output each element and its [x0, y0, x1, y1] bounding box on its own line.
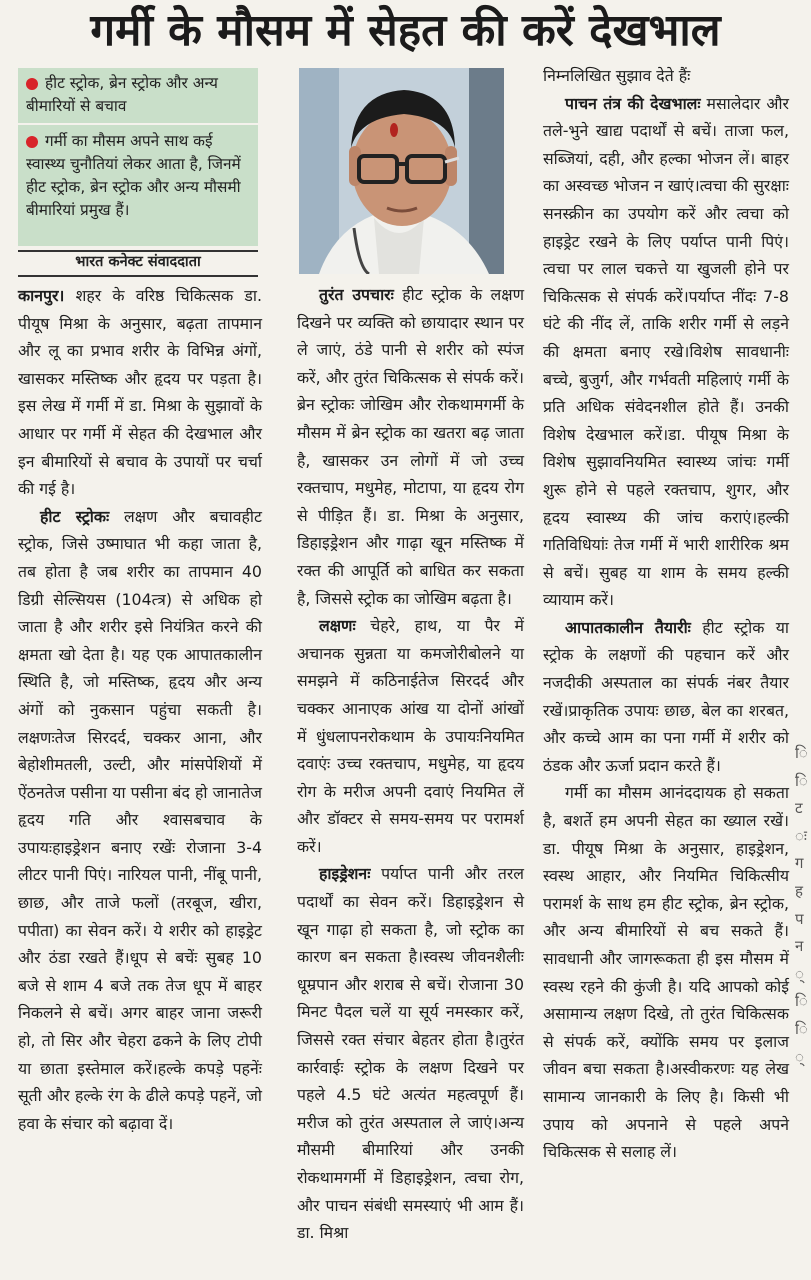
headline: गर्मी के मौसम में सेहत की करें देखभाल [90, 5, 721, 56]
paragraph: गर्मी का मौसम आनंददायक हो सकता है, बशर्ते हम अपनी सेहत का ख्याल रखें। डा. पीयूष मिश्रा के अनुसार, हाइड्रेशन, स्वस्थ आहार, और नियमित चिकित्सीय परामर्श के साथ हम हीट स्ट्रोक, ब्रेन स्ट्रोक, और अन्य बीमारियों से बच सकते हैं। सावधानी और जागरूकता ही इस मौसम में स्वस्थ रहने की कुंजी है। यदि आपको कोई असामान्य लक्षण दिखे, तो तुरंत चिकित्सक से संपर्क करें, क्योंकि समय पर इलाज जीवन बचा सकता है।अस्वीकरणः यह लेख सामान्य जानकारी के लिए है। किसी भी उपाय को अपनाने से पहले अपने चिकित्सक से सलाह लें। [543, 783, 789, 1162]
byline-rule-top [18, 250, 258, 252]
portrait-image [299, 68, 504, 274]
paragraph: हीट स्ट्रोकः लक्षण और बचावहीट स्ट्रोक, जिसे उष्माघात भी कहा जाता है, तब होता है जब शरीर का तापमान 40 डिग्री सेल्सियस (104त्त्र) से अधिक हो जाता है और शरीर इसे नियंत्रित करने की क्षमता खो देता है। यह एक आपातकालीन स्थिति है, जो मस्तिष्क, हृदय और अन्य अंगों को नुकसान पहुंचा सकती है। लक्षणःतेज सिरदर्द, चक्कर आना, और बेहोशीमतली, उल्टी, और मांसपेशियों में ऐंठनतेज पसीना या पसीना बंद हो जानातेज हृदय गति और श्वासबचाव के उपायःहाइड्रेशन बनाए रखेंः रोजाना 3-4 लीटर पानी पिएं। नारियल पानी, नींबू पानी, छाछ, और ताजे फलों (तरबूज, खीरा, पपीता) का सेवन करें। ये शरीर को हाइड्रेट और ठंडा रखते हैं।धूप से बचेंः सुबह 10 बजे से शाम 4 बजे तक तेज धूप में बाहर निकलने से बचें। अगर बाहर जाना जरूरी हो, तो सिर और चेहरा ढकने के लिए टोपी या छाता इस्तेमाल करें।हल्के कपड़े पहनेंः सूती और हल्के रंग के ढीले कपड़े पहनें, जो हवा के संचार को बढ़ावा दें। [18, 506, 262, 1133]
article-column-1 [18, 282, 262, 1137]
highlight-item: गर्मी का मौसम अपने साथ कई स्वास्थ्य चुनौतियां लेकर आता है, जिनमें हीट स्ट्रोक, ब्रेन स्ट्रोक और अन्य मौसमी बीमारियां प्रमुख हैं। [26, 132, 241, 219]
red-bullet-icon [26, 78, 38, 90]
byline: भारत कनेक्ट संवाददाता [75, 254, 201, 270]
article-column-2 [297, 281, 524, 1247]
paragraph: पाचन तंत्र की देखभालः मसालेदार और तले-भुने खाद्य पदार्थों से बचें। ताजा फल, सब्जियां, दही, और हल्का भोजन लें। बाहर का अस्वच्छ भोजन न खाएं।त्वचा की सुरक्षाः सनस्क्रीन का उपयोग करें और त्वचा को हाइड्रेट रखने के लिए पर्याप्त पानी पिएं। त्वचा पर लाल चकत्ते या खुजली होने पर चिकित्सक से संपर्क करें।पर्याप्त नींदः 7-8 घंटे की नींद लें, ताकि शरीर गर्मी से लड़ने की क्षमता बनाए रखे।विशेष सावधानीः बच्चे, बुजुर्ग, और गर्भवती महिलाएं गर्मी के प्रति अधिक संवेदनशील होते हैं। उनकी विशेष देखभाल करें।डा. पीयूष मिश्रा के विशेष सुझावनियमित स्वास्थ्य जांचः गर्मी शुरू होने से पहले रक्तचाप, शुगर, और हृदय स्वास्थ्य की जांच कराएं।हल्की गतिविधियांः तेज गर्मी में भारी शारीरिक श्रम से बचें। सुबह या शाम के समय हल्की व्यायाम करें। [543, 93, 789, 610]
paragraph: तुरंत उपचारः हीट स्ट्रोक के लक्षण दिखने पर व्यक्ति को छायादार स्थान पर ले जाएं, ठंडे पानी से शरीर को स्पंज करें, और तुरंत चिकित्सक से संपर्क करें।ब्रेन स्ट्रोकः जोखिम और रोकथामगर्मी के मौसम में ब्रेन स्ट्रोक का खतरा बढ़ जाता है, खासकर उन लोगों में जो उच्च रक्तचाप, मधुमेह, मोटापा, या हृदय रोग से पीड़ित हैं। डा. मिश्रा के अनुसार, डिहाइड्रेशन और गाढ़ा खून मस्तिष्क में रक्त की आपूर्ति को बाधित कर सकता है, जिससे स्ट्रोक का जोखिम बढ़ता है। [297, 285, 524, 608]
red-bullet-icon [26, 136, 38, 148]
highlights-box [18, 68, 258, 246]
byline-rule-bottom [18, 275, 258, 277]
paragraph: लक्षणः चेहरे, हाथ, या पैर में अचानक सुन्नता या कमजोरीबोलने या समझने में कठिनाईतेज सिरदर्द और चक्कर आनाएक आंख या दोनों आंखों में धुंधलापनरोकथाम के उपायःनियमित दवाएंः उच्च रक्तचाप, मधुमेह, या हृदय रोग के मरीज अपनी दवाएं नियमित लें और डॉक्टर से समय-समय पर परामर्श करें। [297, 616, 524, 856]
paragraph: निम्नलिखित सुझाव देते हैंः [543, 66, 691, 85]
highlight-divider [18, 123, 258, 125]
paragraph: हाइड्रेशनः पर्याप्त पानी और तरल पदार्थों का सेवन करें। डिहाइड्रेशन से खून गाढ़ा हो सकता है, जो स्ट्रोक का कारण बन सकता है।स्वस्थ जीवनशैलीः धूम्रपान और शराब से बचें। रोजाना 30 मिनट पैदल चलें या सूर्य नमस्कार करें, जिससे रक्त संचार बेहतर होता है।तुरंत कार्रवाईः स्ट्रोक के लक्षण दिखने पर पहले 4.5 घंटे अत्यंत महत्वपूर्ण हैं। मरीज को तुरंत अस्पताल ले जाएं।अन्य मौसमी बीमारियां और उनकी रोकथामगर्मी में डिहाइड्रेशन, त्वचा रोग, और पाचन संबंधी समस्याएं भी आम हैं। डा. मिश्रा [297, 864, 524, 1243]
paragraph: आपातकालीन तैयारीः हीट स्ट्रोक या स्ट्रोक के लक्षणों की पहचान करें और नजदीकी अस्पताल का संपर्क नंबर तैयार रखें।प्राकृतिक उपायः छाछ, बेल का शरबत, और कच्चे आम का पना गर्मी में शरीर को ठंडक और ऊर्जा प्रदान करते हैं। [543, 617, 789, 775]
doctor-photo [299, 68, 504, 274]
paragraph: कानपुर। शहर के वरिष्ठ चिकित्सक डा. पीयूष मिश्रा के अनुसार, बढ़ता तापमान और लू का प्रभाव शरीर के विभिन्न अंगों, खासकर मस्तिष्क और हृदय पर पड़ता है।इस लेख में गर्मी में डा. मिश्रा के सुझावों के आधार पर गर्मी में सेहत की देखभाल और इन बीमारियों से बचाव के उपायों पर चर्चा की गई है। [18, 286, 262, 499]
adjacent-article-edge: ि ि ट ः ग ह प न ् ि ि ् [795, 744, 808, 1066]
highlight-item: हीट स्ट्रोक, ब्रेन स्ट्रोक और अन्य बीमारियों से बचाव [26, 74, 218, 115]
article-column-3 [543, 62, 789, 1166]
